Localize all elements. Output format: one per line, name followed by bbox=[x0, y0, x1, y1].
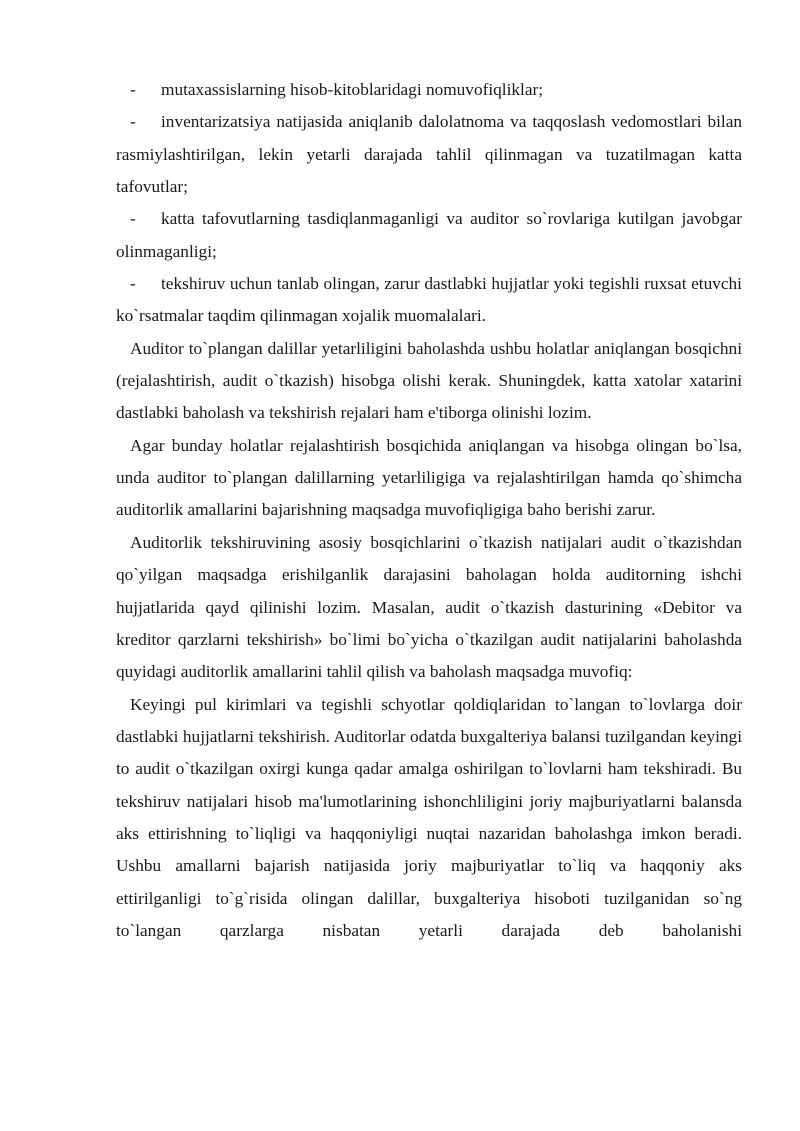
document-page bbox=[116, 74, 742, 947]
body-paragraph: Auditor to`plangan dalillar yetarliligini baholashda ushbu holatlar aniqlangan bosqichni (rejalashtirish, audit o`tkazish) hisobga olishi kerak. Shuningdek, katta xatolar xatarini dastlabki baholash va tekshirish rejalari ham e'tiborga olinishi lozim. bbox=[116, 338, 742, 423]
dash-mark: - bbox=[130, 80, 136, 99]
bullet-text: tekshiruv uchun tanlab olingan, zarur dastlabki hujjatlar yoki tegishli ruxsat etuvchi ko`rsatmalar taqdim qilinmagan xojalik muomalalari. bbox=[116, 274, 742, 326]
bullet-text: inventarizatsiya natijasida aniqlanib dalolatnoma va taqqoslash vedomostlari bilan rasmiylashtirilgan, lekin yetarli darajada tahlil qilinmagan va tuzatilmagan katta tafovutlar; bbox=[116, 112, 742, 197]
bullet-item bbox=[116, 268, 742, 333]
body-paragraph: Keyingi pul kirimlari va tegishli schyotlar qoldiqlaridan to`langan to`lovlarga doir dastlabki hujjatlarni tekshirish. Auditorlar odatda buxgalteriya balansi tuzilgandan keyingi to audit o`tkazilgan oxirgi kunga qadar amalga oshirilgan to`lovlarni ham tekshiradi. Bu tekshiruv natijalari hisob ma'lumotlarining ishonchliligini joriy majburiyatlarni balansda aks ettirishning to`liqligi va haqqoniyligi nuqtai nazaridan baholashga imkon beradi. Ushbu amallarni bajarish natijasida joriy majburiyatlar to`liq va haqqoniy aks ettirilganligi to`g`risida olingan dalillar, buxgalteriya hisoboti tuzilganidan so`ng to`langan qarzlarga nisbatan yetarli darajada deb baholanishi bbox=[116, 694, 742, 940]
body-paragraph: Auditorlik tekshiruvining asosiy bosqichlarini o`tkazish natijalari audit o`tkazishdan qo`yilgan maqsadga erishilganlik darajasini baholagan holda auditorning ishchi hujjatlarida qayd qilinishi lozim. Masalan, audit o`tkazish dasturining «Debitor va kreditor qarzlarni tekshirish» bo`limi bo`yicha o`tkazilgan audit natijalarini baholashda quyidagi auditorlik amallarini tahlil qilish va baholash maqsadga muvofiq: bbox=[116, 532, 742, 682]
bullet-item bbox=[116, 203, 742, 268]
dash-mark: - bbox=[130, 209, 136, 229]
bullet-item bbox=[116, 106, 742, 203]
bullet-item bbox=[116, 74, 742, 106]
bullet-text: katta tafovutlarning tasdiqlanmaganligi va auditor so`rovlariga kutilgan javobgar olinmaganligi; bbox=[116, 209, 742, 261]
bullet-text: mutaxassislarning hisob-kitoblaridagi nomuvofiqliklar; bbox=[161, 80, 544, 99]
body-paragraph: Agar bunday holatlar rejalashtirish bosqichida aniqlangan va hisobga olingan bo`lsa, unda auditor to`plangan dalillarning yetarliligiga va rejalashtirilgan hamda qo`shimcha auditorlik amallarini bajarishning maqsadga muvofiqligiga baho berishi zarur. bbox=[116, 435, 742, 520]
dash-mark: - bbox=[130, 274, 136, 294]
dash-mark: - bbox=[130, 112, 136, 132]
